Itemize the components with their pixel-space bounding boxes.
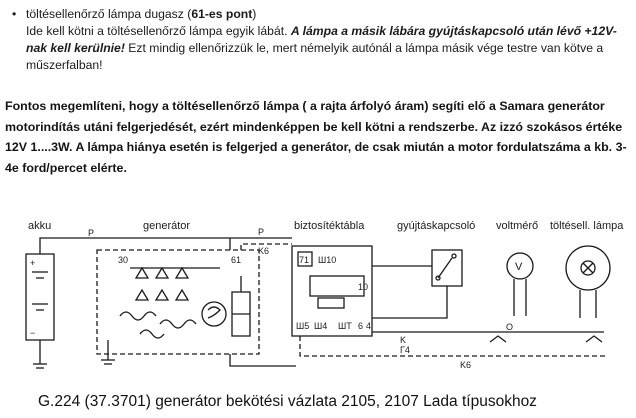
- charge-lamp-symbol: [566, 246, 610, 318]
- wiring-diagram: [0, 206, 636, 418]
- fuse-10: 10: [358, 282, 369, 292]
- label-fusebox: biztosítéktábla: [294, 220, 365, 232]
- wire-mark-g4: Г4: [400, 345, 410, 355]
- bullet-line2-suffix: Ezt mindig ellenőrizzük le, mert némelyik autónál a lámpa másik vége testre van kötve a műszerfalban!: [26, 41, 604, 72]
- wire-mark-p-right: P: [258, 227, 265, 237]
- wire-harness-k6: [300, 336, 608, 356]
- voltmeter-o-mark: O: [506, 322, 514, 332]
- wire-ignition-out: [372, 286, 447, 318]
- label-voltmeter: voltmérő: [496, 220, 539, 232]
- terminal-61: 61: [231, 255, 242, 265]
- bullet-line1-bold: 61-es pont: [191, 7, 253, 21]
- connector-sh4: Ш4: [314, 321, 328, 331]
- bullet-item: [12, 6, 632, 74]
- bullet-line1-prefix: töltésellenőrző lámpa dugasz (: [26, 7, 192, 21]
- label-ignition-switch: gyújtáskapcsoló: [397, 220, 476, 232]
- wire-mark-k: K: [400, 335, 407, 345]
- bullet-text: [26, 6, 632, 74]
- wire-mark-k6-bottom: K6: [460, 360, 472, 370]
- voltmeter-symbol: [506, 253, 533, 332]
- wire-mark-p-left: P: [88, 228, 95, 238]
- bullet-line1-suffix: ): [252, 7, 257, 21]
- battery-minus-mark: −: [30, 328, 36, 338]
- label-generator: generátor: [143, 220, 191, 232]
- connector-sht: ШТ: [338, 321, 352, 331]
- wiring-diagram-svg: [0, 206, 636, 418]
- fuse-71: 71: [299, 255, 310, 265]
- fusebox-symbol: [292, 246, 372, 336]
- connector-arrow-left: [490, 336, 506, 342]
- info-paragraph: Fontos megemlíteni, hogy a töltésellenőrző lámpa ( a rajta árfolyó áram) segíti elő a Samara generátor motorindítás utáni felgerjedését, ezért mindenképpen be kell kötni a rendszerbe. Az izzó szokásos értéke 12V 1....3W. A lámpa hiánya esetén is felgerjed a generátor, de csak miután a motor fordulatszáma a kb. 3-4e ford/percet elérte.: [5, 99, 627, 175]
- bullet-emphasis: A lámpa a másik lábára gyújtáskapcsoló után lévő +12V-nak kell kerülnie!: [26, 24, 617, 55]
- battery-plus-mark: +: [30, 258, 36, 268]
- connector-sh5: Ш5: [296, 321, 310, 331]
- label-akku: akku: [28, 220, 52, 232]
- battery-symbol: [26, 254, 54, 340]
- diagram-caption: G.224 (37.3701) generátor bekötési vázlata 2105, 2107 Lada típusokhoz: [38, 393, 537, 410]
- wire-mark-k6-top: K6: [258, 246, 270, 256]
- fuse-sh10: Ш10: [318, 255, 337, 265]
- ignition-switch-symbol: [432, 250, 462, 286]
- bullet-marker: •: [12, 7, 17, 21]
- terminal-30: 30: [118, 255, 129, 265]
- voltmeter-v-mark: V: [515, 261, 523, 273]
- label-charge-lamp: töltésell. lámpa: [550, 220, 624, 232]
- generator-symbol: [97, 250, 259, 354]
- wire-gen-ground: [230, 354, 296, 366]
- connector-arrow-right: [586, 336, 602, 342]
- bullet-line2-prefix: Ide kell kötni a töltésellenőrző lámpa egyik lábát.: [26, 24, 288, 38]
- connector-6: 6: [358, 321, 364, 331]
- connector-4: 4: [366, 321, 372, 331]
